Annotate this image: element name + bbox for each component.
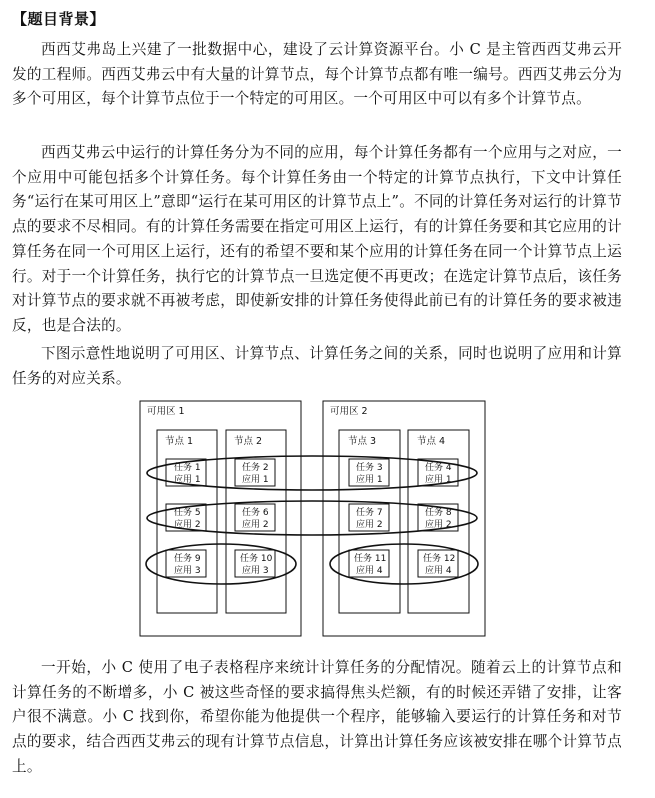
task-label: 任务 4 bbox=[425, 463, 452, 473]
app-label: 应用 4 bbox=[356, 566, 383, 576]
paragraph-4: 一开始，小 C 使用了电子表格程序来统计计算任务的分配情况。随着云上的计算节点和计算任务的不断增多，小 C 被这些奇怪的要求搞得焦头烂额，有的时候还弄错了安排，让客户很不满意。小 C 找到你，希望你能为他提供一个程序，能够输入要运行的计算任务和对节点的要求，结合西西艾弗云的现有计算节点信息，计算出计算任务应该被安排在哪个计算节点上。 bbox=[12, 659, 622, 775]
node-4-label: 节点 4 bbox=[417, 436, 446, 447]
node-3-label: 节点 3 bbox=[348, 436, 377, 447]
app-label: 应用 2 bbox=[242, 520, 269, 530]
app-label: 应用 3 bbox=[242, 566, 269, 576]
zone-2-label: 可用区 2 bbox=[330, 406, 368, 417]
app-label: 应用 4 bbox=[425, 566, 452, 576]
app-3-ellipse bbox=[146, 544, 296, 584]
app-label: 应用 1 bbox=[356, 475, 383, 485]
node-2-label: 节点 2 bbox=[234, 436, 263, 447]
app-4-ellipse bbox=[330, 544, 478, 584]
app-label: 应用 2 bbox=[425, 520, 452, 530]
paragraph-3: 下图示意性地说明了可用区、计算节点、计算任务之间的关系，同时也说明了应用和计算任务的对应关系。 bbox=[12, 345, 622, 387]
task-label: 任务 2 bbox=[242, 463, 269, 473]
app-label: 应用 1 bbox=[425, 475, 452, 485]
task-label: 任务 10 bbox=[240, 554, 273, 564]
task-label: 任务 11 bbox=[354, 554, 387, 564]
app-label: 应用 1 bbox=[242, 475, 269, 485]
task-label: 任务 9 bbox=[174, 554, 201, 564]
section-heading: 【题目背景】 bbox=[12, 10, 106, 28]
task-label: 任务 5 bbox=[174, 508, 201, 518]
task-label: 任务 3 bbox=[356, 463, 383, 473]
task-label: 任务 8 bbox=[425, 508, 452, 518]
task-label: 任务 7 bbox=[356, 508, 383, 518]
zone-1-label: 可用区 1 bbox=[147, 406, 185, 417]
task-label: 任务 6 bbox=[242, 508, 269, 518]
app-label: 应用 1 bbox=[174, 475, 201, 485]
app-1-ellipse bbox=[147, 456, 477, 490]
task-label: 任务 1 bbox=[174, 463, 201, 473]
paragraph-1: 西西艾弗岛上兴建了一批数据中心，建设了云计算资源平台。小 C 是主管西西艾弗云开发的工程师。西西艾弗云中有大量的计算节点，每个计算节点都有唯一编号。西西艾弗云分为多个可用区，每个计算节点位于一个特定的可用区。一个可用区中可以有多个计算节点。 bbox=[12, 41, 622, 108]
node-1-label: 节点 1 bbox=[165, 436, 194, 447]
app-2-ellipse bbox=[147, 501, 477, 535]
app-label: 应用 2 bbox=[174, 520, 201, 530]
app-label: 应用 2 bbox=[356, 520, 383, 530]
paragraph-2: 西西艾弗云中运行的计算任务分为不同的应用，每个计算任务都有一个应用与之对应，一个应用中可能包括多个计算任务。每个计算任务由一个特定的计算节点执行，下文中计算任务“运行在某可用区上”意即“运行在某可用区的计算节点上”。不同的计算任务对运行的计算节点的要求不尽相同。有的计算任务需要在指定可用区上运行，有的计算任务要和其它应用的计算任务在同一个可用区上运行，还有的希望不要和某个应用的计算任务在同一个计算节点上运行。对于一个计算任务，执行它的计算节点一旦选定便不再更改；在选定计算节点后，该任务对计算节点的要求就不再被考虑，即使新安排的计算任务使得此前已有的计算任务的要求被违反，也是合法的。 bbox=[12, 144, 622, 334]
task-label: 任务 12 bbox=[423, 554, 456, 564]
app-label: 应用 3 bbox=[174, 566, 201, 576]
